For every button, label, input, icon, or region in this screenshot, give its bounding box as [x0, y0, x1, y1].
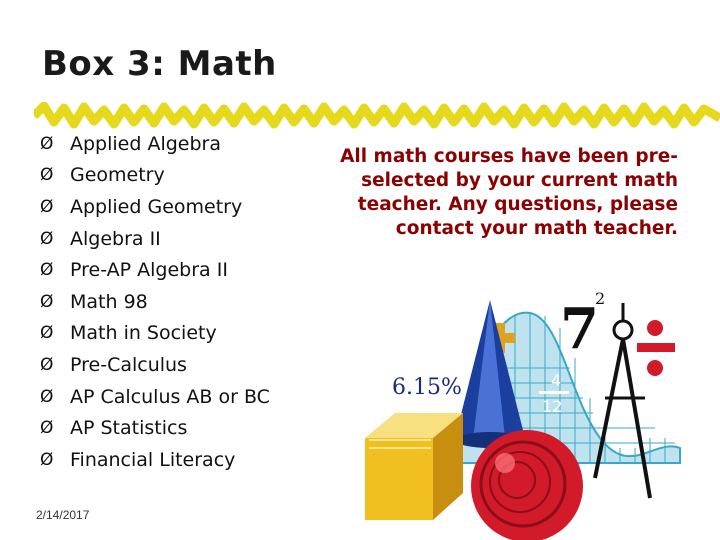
exponent-number: 2 [595, 289, 606, 308]
course-name: Geometry [70, 164, 165, 187]
course-list-item [40, 191, 270, 223]
divide-icon [637, 320, 675, 376]
course-name: Math in Society [70, 322, 217, 345]
course-name: Applied Algebra [70, 132, 222, 155]
course-list-item [40, 412, 270, 444]
fraction-bar [539, 391, 569, 394]
math-clipart [355, 288, 700, 540]
course-list-item [40, 318, 270, 350]
course-list-item [40, 223, 270, 255]
compass-icon [595, 303, 650, 498]
course-list [40, 128, 270, 476]
arrowhead-bullet-icon: Ø [40, 260, 54, 281]
seven-number: 7 [560, 296, 599, 362]
arrowhead-bullet-icon: Ø [40, 291, 54, 312]
slide-date: 2/14/2017 [36, 508, 90, 522]
course-list-item [40, 128, 270, 160]
arrowhead-bullet-icon: Ø [40, 354, 54, 375]
cube-icon [365, 413, 463, 520]
course-list-item [40, 444, 270, 476]
sphere-icon [471, 430, 583, 540]
fraction-denominator: 12 [542, 397, 563, 416]
arrowhead-bullet-icon: Ø [40, 449, 54, 470]
arrowhead-bullet-icon: Ø [40, 386, 54, 407]
course-name: Pre-AP Algebra II [70, 259, 228, 282]
course-name: Math 98 [70, 290, 148, 313]
arrowhead-bullet-icon: Ø [40, 196, 54, 217]
arrowhead-bullet-icon: Ø [40, 165, 54, 186]
course-name: AP Statistics [70, 417, 188, 440]
course-name: Algebra II [70, 227, 161, 250]
arrowhead-bullet-icon: Ø [40, 133, 54, 154]
course-list-item [40, 160, 270, 192]
course-list-item [40, 349, 270, 381]
fraction-numerator: 4 [551, 371, 562, 390]
course-name: Applied Geometry [70, 195, 243, 218]
title-underline [34, 102, 720, 130]
slide-title: Box 3: Math [42, 44, 277, 84]
course-list-item [40, 381, 270, 413]
percent-label: 6.15% [392, 375, 462, 400]
arrowhead-bullet-icon: Ø [40, 228, 54, 249]
course-name: Pre-Calculus [70, 353, 187, 376]
arrowhead-bullet-icon: Ø [40, 323, 54, 344]
course-name: AP Calculus AB or BC [70, 385, 270, 408]
course-list-item [40, 254, 270, 286]
course-list-item [40, 286, 270, 318]
teacher-notice: All math courses have been pre-selected by your current math teacher. Any questions, please contact your math teacher. [340, 146, 678, 240]
course-name: Financial Literacy [70, 448, 236, 471]
arrowhead-bullet-icon: Ø [40, 418, 54, 439]
